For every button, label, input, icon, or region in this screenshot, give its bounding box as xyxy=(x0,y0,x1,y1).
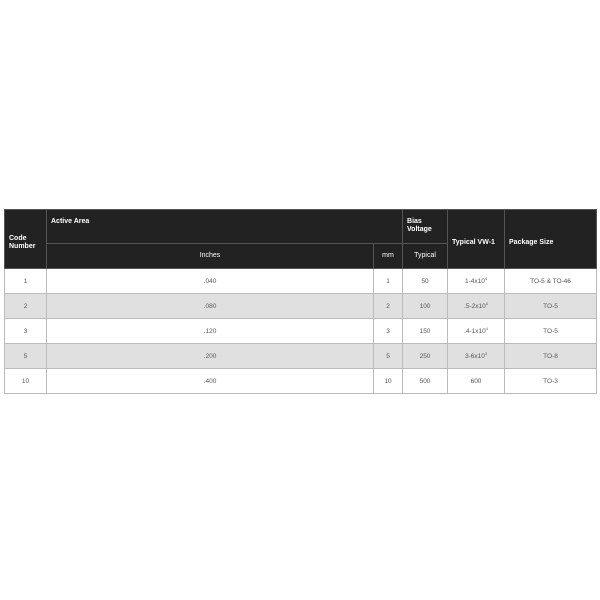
cell-bias: 150 xyxy=(403,319,448,344)
table-row xyxy=(5,369,597,394)
cell-mm: 3 xyxy=(374,319,403,344)
header-row-primary xyxy=(5,210,597,244)
header-bias-voltage: Bias Voltage xyxy=(403,210,448,244)
header-code-number: Code Number xyxy=(5,210,47,269)
cell-vw1-exponent: 4 xyxy=(485,300,488,306)
cell-vw1-base: 600 xyxy=(470,377,482,385)
cell-vw1 xyxy=(448,319,505,344)
table-row xyxy=(5,269,597,294)
cell-vw1-base: 1-4x10 xyxy=(464,277,485,285)
cell-vw1-exponent: 4 xyxy=(484,275,488,281)
cell-vw1-exponent: 4 xyxy=(485,325,488,331)
cell-vw1 xyxy=(448,269,505,294)
cell-bias: 500 xyxy=(403,369,448,394)
cell-package: TO-5 xyxy=(505,319,597,344)
spec-table-container xyxy=(4,209,596,394)
header-mm: mm xyxy=(374,244,403,269)
cell-code: 1 xyxy=(5,269,47,294)
table-row xyxy=(5,344,597,369)
cell-vw1 xyxy=(448,344,505,369)
header-package-size: Package Size xyxy=(505,210,597,269)
cell-vw1-base: 3-6x10 xyxy=(464,352,485,360)
header-typical: Typical xyxy=(403,244,448,269)
cell-code: 10 xyxy=(5,369,47,394)
table-row xyxy=(5,319,597,344)
spec-table xyxy=(4,209,597,394)
cell-vw1-exponent: 3 xyxy=(484,350,488,356)
cell-package: TO-8 xyxy=(505,344,597,369)
cell-inches: .400 xyxy=(47,369,374,394)
header-active-area: Active Area xyxy=(47,210,403,244)
cell-mm: 10 xyxy=(374,369,403,394)
cell-inches: .120 xyxy=(47,319,374,344)
cell-package: TO-5 & TO-46 xyxy=(505,269,597,294)
cell-bias: 100 xyxy=(403,294,448,319)
cell-inches: .200 xyxy=(47,344,374,369)
header-typical-vw1: Typical VW-1 xyxy=(448,210,505,269)
cell-inches: .040 xyxy=(47,269,374,294)
cell-mm: 2 xyxy=(374,294,403,319)
header-inches: Inches xyxy=(47,244,374,269)
cell-inches: .080 xyxy=(47,294,374,319)
table-row xyxy=(5,294,597,319)
cell-package: TO-3 xyxy=(505,369,597,394)
cell-mm: 1 xyxy=(374,269,403,294)
cell-code: 2 xyxy=(5,294,47,319)
cell-mm: 5 xyxy=(374,344,403,369)
cell-bias: 50 xyxy=(403,269,448,294)
cell-vw1 xyxy=(448,294,505,319)
cell-code: 3 xyxy=(5,319,47,344)
cell-vw1-base: .4-1x10 xyxy=(464,327,486,335)
cell-package: TO-5 xyxy=(505,294,597,319)
cell-bias: 250 xyxy=(403,344,448,369)
cell-vw1-base: .5-2x10 xyxy=(464,302,486,310)
cell-code: 5 xyxy=(5,344,47,369)
cell-vw1 xyxy=(448,369,505,394)
